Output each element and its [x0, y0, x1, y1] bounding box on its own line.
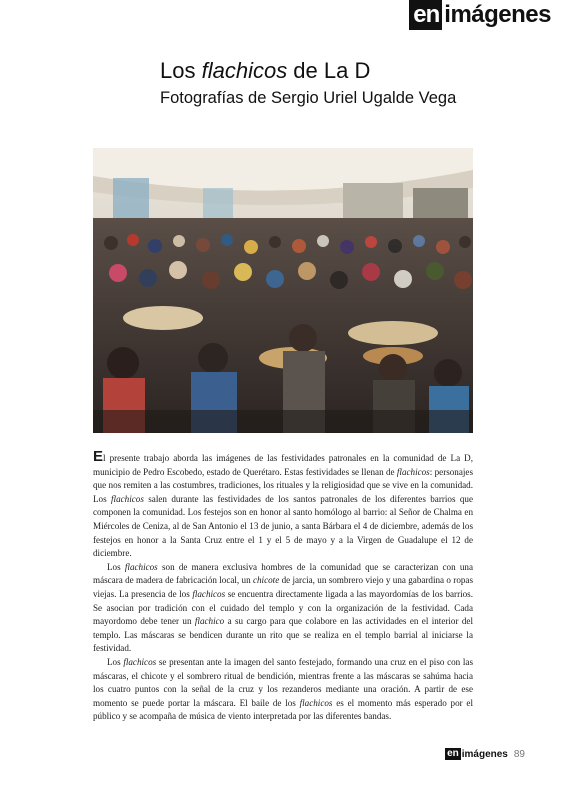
p2-em-4: flachico: [194, 616, 225, 627]
article-title: [160, 58, 370, 84]
logo-word: imágenes: [444, 1, 551, 28]
p2-em-3: flachicos: [192, 588, 226, 599]
logo-prefix: en: [409, 0, 442, 30]
page-footer: [445, 748, 525, 760]
article-subtitle: Fotografías de Sergio Uriel Ugalde Vega: [160, 89, 457, 107]
photo-illustration: [93, 148, 473, 433]
masthead-logo: [409, 0, 551, 30]
p2-text-b: son de manera exclusiva hombres de la comunidad que se caracterizan con una máscara de madera de fabricación local, un: [93, 561, 473, 586]
p2-em-1: flachicos: [124, 561, 158, 572]
p3-text-a: Los: [107, 656, 124, 667]
p2-text-e: a su cargo para que colabore en las actividades en el interior del templo. Las máscaras se bendicen durante un rito que se realiza en el templo barrial al iniciarse la festividad.: [93, 616, 473, 654]
page-number: 89: [513, 748, 525, 760]
p2-text-d: se encuentra directamente ligada a las mayordomías de los barrios. Se asocian por tradición con el cuidado del templo y con la organización de la festividad. Cada mayordomo debe tener un: [93, 588, 473, 627]
festival-photograph: [93, 148, 473, 433]
paragraph-1: [93, 448, 473, 561]
p3-em-2: flachicos: [299, 697, 333, 708]
p2-text-a: Los: [107, 561, 125, 572]
p1-em-2: flachicos: [111, 493, 144, 504]
p3-text-c: es el momento más esperado por el público y se acompaña de música de viento interpretada por las diferentes bandas.: [93, 697, 473, 722]
p2-text-c: de jarcia, un sombrero viejo y una gabardina o ropas viejas. La presencia de los: [93, 575, 473, 599]
paragraph-3: [93, 656, 473, 724]
p2-em-2: chicote: [252, 575, 280, 586]
paragraph-2: [93, 561, 473, 656]
footer-logo-word: imágenes: [461, 748, 508, 760]
p1-text-c: salen durante las festividades de los santos patronales de los diferentes barrios que componen la comunidad. Los festejos son en honor al santo homólogo al barrio: al Señor de Chalma en Miércoles de Ceniza, al de San Antonio el 13 de junio, a santa Bárbara el 4 de diciembre, además de los festejos en honor a la Santa Cruz entre el 1 y el 5 de mayo y a la Virgen de Guadalupe el 12 de diciembre.: [93, 493, 473, 559]
title-pre: Los: [160, 58, 202, 83]
p3-em-1: flachicos: [123, 656, 157, 667]
drop-cap: E: [93, 448, 104, 465]
p1-em-1: flachicos: [396, 466, 430, 477]
title-post: de La D: [287, 58, 371, 83]
article-body: [93, 448, 473, 724]
p3-text-b: se presentan ante la imagen del santo festejado, formando una cruz en el piso con las máscaras, el chicote y el sombrero ritual de bendición, mientras frente a las máscaras se sahúma hacia los cuatro puntos con la señal de la cruz y los rezanderos mediante una oración. A partir de ese momento se puede portar la máscara. El baile de los: [93, 656, 473, 708]
p1-text-a: l presente trabajo aborda las imágenes de las festividades patronales en la comunidad de La D, municipio de Pedro Escobedo, estado de Querétaro. Estas festividades se llenan de: [93, 453, 473, 477]
title-emphasis: flachicos: [201, 58, 288, 83]
p1-text-b: : personajes que nos remiten a las costumbres, tradiciones, los rituales y la religiosidad que se vive en la comunidad. Los: [93, 466, 473, 504]
footer-logo-prefix: en: [447, 748, 459, 759]
